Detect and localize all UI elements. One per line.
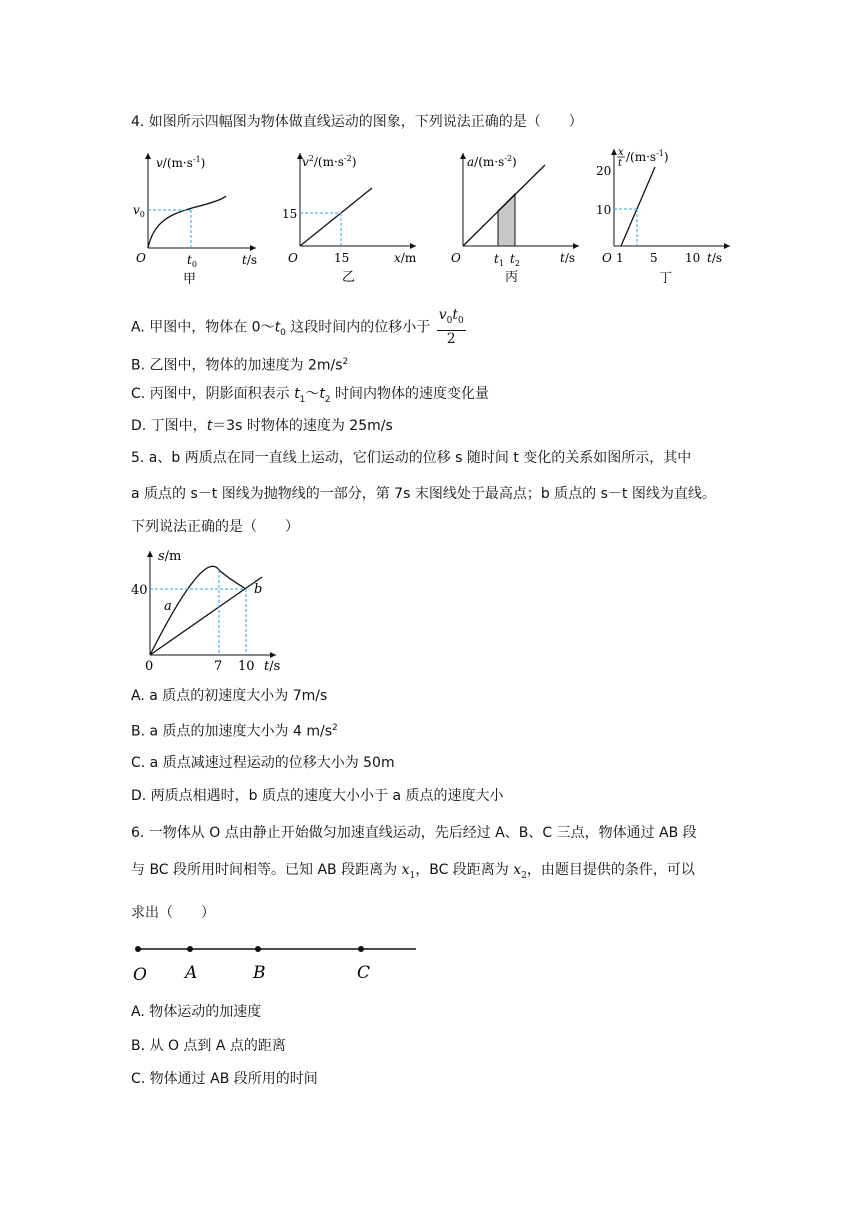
ylabel-num: x	[618, 147, 624, 158]
q5-line3: 下列说法正确的是（ ）	[131, 519, 299, 535]
q5-option-c: C. a 质点减速过程运动的位移大小为 50m	[131, 755, 395, 771]
ylabel: $a/(m\cdot s^{-2})$	[467, 154, 517, 169]
ylabel-den: t	[618, 158, 623, 169]
ytick-40: 40	[131, 583, 148, 598]
origin: O	[451, 251, 461, 265]
line	[300, 188, 372, 246]
origin: O	[602, 251, 612, 265]
label-o: O	[133, 965, 147, 985]
xtick-15: 15	[334, 251, 350, 265]
xtick-10: 10	[685, 251, 701, 265]
q6-line3: 求出（ ）	[131, 905, 215, 921]
label-a: a	[164, 599, 172, 614]
ytick-20: 20	[596, 164, 612, 178]
xtick-t0: $t_0$	[187, 253, 197, 269]
q4-option-d: D. 丁图中，t＝3s 时物体的速度为 25m/s	[131, 418, 393, 434]
line	[621, 167, 655, 246]
q4-stem: 4. 如图所示四幅图为物体做直线运动的图象，下列说法正确的是（ ）	[131, 114, 583, 130]
ytick-15: 15	[282, 207, 298, 221]
ylabel: $v^2/(m\cdot s^{-2})$	[302, 154, 357, 169]
fraction-v0t0-over-2: $\frac{v_0t_0}{2}$	[438, 307, 464, 347]
graph-name: 甲	[183, 272, 197, 287]
q5-line1: 5. a、b 两质点在同一直线上运动，它们运动的位移 s 随时间 t 变化的关系如图所示，其中	[131, 450, 692, 466]
xtick-t1: $t_1$	[494, 252, 504, 268]
ytick-10: 10	[596, 203, 612, 217]
graph-q5	[128, 548, 288, 676]
label-c: C	[357, 963, 371, 983]
point-c	[358, 946, 364, 952]
q6-option-b: B. 从 O 点到 A 点的距离	[131, 1038, 286, 1054]
xlabel: t/s	[242, 253, 258, 267]
graph-name: 丙	[505, 270, 519, 285]
xtick-t2: $t_2$	[510, 252, 520, 268]
graph-yi	[282, 148, 422, 288]
q6-option-a: A. 物体运动的加速度	[131, 1004, 262, 1020]
diagram-q6-points	[128, 938, 428, 990]
xlabel: t/s	[707, 251, 723, 265]
q5-line2: a 质点的 s－t 图线为抛物线的一部分，第 7s 末图线处于最高点；b 质点的 s－t 图线为直线。	[131, 486, 716, 502]
q6-option-c: C. 物体通过 AB 段所用的时间	[131, 1071, 318, 1087]
origin: 0	[145, 659, 154, 674]
origin: O	[288, 251, 298, 265]
graph-bing	[445, 148, 585, 288]
ylabel: $/(m\cdot s^{-1})$	[626, 149, 669, 164]
xlabel: t/s	[560, 251, 576, 265]
point-b	[255, 946, 261, 952]
q5-option-d: D. 两质点相遇时，b 质点的速度大小小于 a 质点的速度大小	[131, 788, 504, 804]
curve	[148, 196, 226, 248]
q5-option-a: A. a 质点的初速度大小为 7m/s	[131, 688, 328, 704]
xtick-1: 1	[616, 251, 624, 265]
q4-option-b: B. 乙图中，物体的加速度为 $2m/s^2$	[131, 357, 349, 374]
xlabel: x/m	[394, 251, 417, 265]
graph-name: 乙	[342, 270, 356, 285]
origin: O	[136, 251, 146, 265]
ytick-v0: $v_0$	[133, 203, 145, 219]
label-b: b	[254, 582, 263, 597]
shaded-area	[498, 194, 515, 246]
ylabel: $v/(m\cdot s^{-1})$	[156, 155, 206, 170]
point-o	[135, 946, 141, 952]
xtick-7: 7	[214, 659, 223, 674]
graph-ding	[596, 143, 736, 288]
label-b: B	[253, 963, 266, 983]
ylabel: s/m	[158, 549, 182, 564]
xlabel: t/s	[264, 659, 281, 674]
label-a: A	[185, 963, 198, 983]
xtick-10: 10	[238, 659, 255, 674]
graph-name: 丁	[659, 271, 673, 286]
q6-line2: 与 BC 段所用时间相等。已知 AB 段距离为 $x_1$，BC 段距离为 $x_2$，由题目提供的条件，可以	[131, 862, 695, 881]
xtick-5: 5	[650, 251, 658, 265]
q6-line1: 6. 一物体从 O 点由静止开始做匀加速直线运动，先后经过 A、B、C 三点，物体通过 AB 段	[131, 825, 697, 841]
q4-option-a: A. 甲图中，物体在 $0\sim t_0$ 这段时间内的位移小于 $\frac{v_0t_0}{2}$	[131, 307, 464, 347]
q5-option-b: B. a 质点的加速度大小为 4 $m/s^2$	[131, 723, 338, 740]
q4-option-c: C. 丙图中，阴影面积表示 $t_1\sim t_2$ 时间内物体的速度变化量	[131, 386, 490, 405]
graph-jia	[128, 148, 268, 288]
point-a	[187, 946, 193, 952]
